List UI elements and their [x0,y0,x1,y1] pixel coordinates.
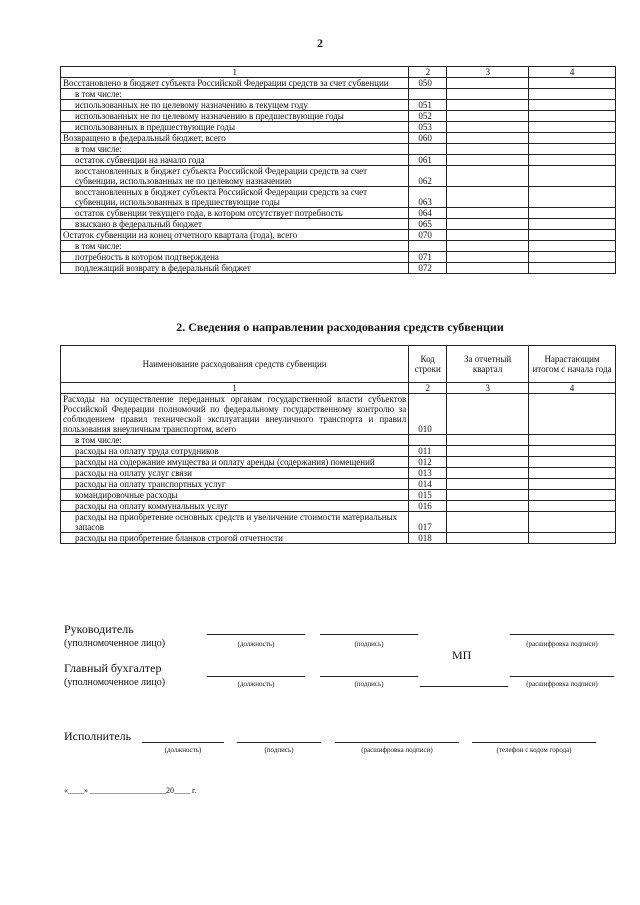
value-cell[interactable] [529,241,616,252]
table-row [61,78,616,89]
head-decoding-line[interactable] [510,634,614,635]
value-cell[interactable] [447,241,529,252]
row-name: расходы на приобретение основных средств и увеличение стоимости материальных запасов [61,512,409,533]
value-cell[interactable] [529,446,616,457]
value-cell[interactable] [447,230,529,241]
row-code [409,435,447,446]
value-cell[interactable] [529,144,616,155]
row-name: в том числе: [61,89,409,100]
value-cell[interactable] [529,512,616,533]
executor-phone-caption: (телефон с кодом города) [496,746,572,754]
accountant-decoding-caption: (расшифровка подписи) [526,680,598,688]
row-code: 065 [409,219,447,230]
value-cell[interactable] [529,501,616,512]
row-name: Возвращено в федеральный бюджет, всего [61,133,409,144]
table-row [61,187,616,208]
value-cell[interactable] [529,166,616,187]
executor-position-line[interactable] [142,742,224,743]
value-cell[interactable] [529,394,616,435]
table-row [61,241,616,252]
head-position-caption: (должность) [237,640,275,648]
row-code [409,89,447,100]
table-row [61,446,616,457]
value-cell[interactable] [447,501,529,512]
value-cell[interactable] [529,468,616,479]
head-signature-line[interactable] [320,634,418,635]
row-name: использованных не по целевому назначению в текущем году [61,100,409,111]
table-row [61,144,616,155]
row-code: 052 [409,111,447,122]
executor-signature-caption: (подпись) [264,746,294,754]
value-cell[interactable] [447,446,529,457]
row-code: 014 [409,479,447,490]
accountant-extra-line[interactable] [420,686,508,687]
value-cell[interactable] [447,468,529,479]
executor-decoding-caption: (расшифровка подписи) [361,746,433,754]
value-cell[interactable] [529,219,616,230]
row-code: 064 [409,208,447,219]
row-name: взыскано в федеральный бюджет [61,219,409,230]
row-name: использованных в предшествующие годы [61,122,409,133]
value-cell[interactable] [529,252,616,263]
row-code: 061 [409,155,447,166]
row-code: 015 [409,490,447,501]
table-row [61,230,616,241]
value-cell[interactable] [529,490,616,501]
value-cell[interactable] [447,208,529,219]
executor-title: Исполнитель [64,729,132,743]
table-row [61,512,616,533]
row-code: 016 [409,501,447,512]
row-name: в том числе: [61,435,409,446]
value-cell[interactable] [447,263,529,274]
section-2-title: 2. Сведения о направлении расходования средств субвенции [176,320,504,334]
row-code: 012 [409,457,447,468]
row-name: Остаток субвенции на конец отчетного квартала (года), всего [61,230,409,241]
row-name: использованных не по целевому назначению в предшествующие годы [61,111,409,122]
value-cell[interactable] [447,512,529,533]
row-code: 010 [409,394,447,435]
row-code: 063 [409,187,447,208]
accountant-signature-line[interactable] [320,676,418,677]
stamp-label: МП [452,648,472,662]
value-cell[interactable] [529,155,616,166]
head-position-line[interactable] [207,634,305,635]
row-name: остаток субвенции на начало года [61,155,409,166]
value-cell[interactable] [447,122,529,133]
table-row [61,111,616,122]
page-number: 2 [317,36,323,50]
accountant-decoding-line[interactable] [510,676,614,677]
row-name: расходы на содержание имущества и оплату аренды (содержания) помещений [61,457,409,468]
executor-phone-line[interactable] [472,742,596,743]
table-row [61,468,616,479]
table-row [61,208,616,219]
row-code [409,144,447,155]
table-row [61,155,616,166]
value-cell[interactable] [529,122,616,133]
value-cell[interactable] [529,479,616,490]
column-number: 3 [447,67,529,78]
row-name: восстановленных в бюджет субъекта Российской Федерации средств за счет субвенции, использованных не по целевому назначению [61,166,409,187]
table-row [61,133,616,144]
value-cell[interactable] [447,533,529,544]
row-name: расходы на оплату труда сотрудников [61,446,409,457]
row-name: расходы на оплату услуг связи [61,468,409,479]
value-cell[interactable] [447,78,529,89]
row-name: расходы на оплату коммунальных услуг [61,501,409,512]
row-code: 050 [409,78,447,89]
table-row [61,219,616,230]
table-row [61,252,616,263]
value-cell[interactable] [447,435,529,446]
value-cell[interactable] [529,111,616,122]
value-cell[interactable] [529,457,616,468]
value-cell[interactable] [529,435,616,446]
column-number: 2 [409,383,447,394]
row-code: 013 [409,468,447,479]
value-cell[interactable] [529,89,616,100]
executor-signature-line[interactable] [237,742,321,743]
row-code: 053 [409,122,447,133]
row-name: восстановленных в бюджет субъекта Российской Федерации средств за счет субвенции, использованных в предшествующие годы [61,187,409,208]
row-name: Расходы на осуществление переданных органам государственной власти субъектов Российской Федерации полномочий по федеральному государственному контролю за соблюдением правил технической эксплуатации внеуличного транспорта и правил пользования внеуличным транспортом, всего [61,394,409,435]
row-code: 051 [409,100,447,111]
value-cell[interactable] [447,479,529,490]
table-row [61,479,616,490]
head-subtitle: (уполномоченное лицо) [64,638,166,649]
column-number: 4 [529,383,616,394]
column-number: 3 [447,383,529,394]
date-line[interactable]: «____» ___________________20____ г. [64,786,197,795]
value-cell[interactable] [447,252,529,263]
row-name: командировочные расходы [61,490,409,501]
accountant-title: Главный бухгалтер [64,661,162,675]
row-name: потребность в котором подтверждена [61,252,409,263]
head-decoding-caption: (расшифровка подписи) [526,640,598,648]
row-code: 011 [409,446,447,457]
row-code: 018 [409,533,447,544]
table-row [61,457,616,468]
head-signature-caption: (подпись) [354,640,384,648]
table-row [61,533,616,544]
value-cell[interactable] [529,187,616,208]
row-code: 060 [409,133,447,144]
value-cell[interactable] [529,208,616,219]
accountant-signature-caption: (подпись) [354,680,384,688]
executor-position-caption: (должность) [164,746,202,754]
table-row [61,263,616,274]
column-number: 2 [409,67,447,78]
value-cell[interactable] [529,78,616,89]
row-code [409,241,447,252]
table-row [61,394,616,435]
table-row [61,122,616,133]
row-name: подлежащий возврату в федеральный бюджет [61,263,409,274]
table-row [61,166,616,187]
column-number: 1 [61,67,409,78]
table-row [61,89,616,100]
value-cell[interactable] [447,457,529,468]
row-name: Восстановлено в бюджет субъекта Российской Федерации средств за счет субвенции [61,78,409,89]
head-title: Руководитель [64,622,134,636]
row-name: в том числе: [61,241,409,252]
row-code: 071 [409,252,447,263]
row-code: 072 [409,263,447,274]
value-cell[interactable] [447,187,529,208]
value-cell[interactable] [529,133,616,144]
row-name: в том числе: [61,144,409,155]
table-row [61,490,616,501]
column-numbers-row [61,383,616,394]
row-name: расходы на оплату транспортных услуг [61,479,409,490]
accountant-subtitle: (уполномоченное лицо) [64,677,166,688]
column-number: 1 [61,383,409,394]
subvention-balance-table [60,66,616,274]
value-cell[interactable] [447,166,529,187]
value-cell[interactable] [529,230,616,241]
accountant-position-caption: (должность) [237,680,275,688]
row-code: 070 [409,230,447,241]
table-row [61,100,616,111]
column-number: 4 [529,67,616,78]
row-code: 062 [409,166,447,187]
value-cell[interactable] [447,490,529,501]
value-cell[interactable] [529,100,616,111]
value-cell[interactable] [529,263,616,274]
header-cumulative: Нарастающим итогом с начала года [529,346,616,383]
value-cell[interactable] [447,219,529,230]
table-row [61,501,616,512]
value-cell[interactable] [447,144,529,155]
executor-decoding-line[interactable] [335,742,459,743]
table-row [61,435,616,446]
expenditure-table [60,345,616,544]
column-numbers-row [61,67,616,78]
row-name: остаток субвенции текущего года, в котором отсутствует потребность [61,208,409,219]
value-cell[interactable] [447,100,529,111]
header-code: Код строки [409,346,447,383]
value-cell[interactable] [447,394,529,435]
value-cell[interactable] [447,89,529,100]
value-cell[interactable] [529,533,616,544]
accountant-position-line[interactable] [207,676,305,677]
value-cell[interactable] [447,111,529,122]
value-cell[interactable] [447,133,529,144]
header-name: Наименование расходования средств субвенции [61,346,409,383]
value-cell[interactable] [447,155,529,166]
header-period: За отчетный квартал [447,346,529,383]
row-code: 017 [409,512,447,533]
row-name: расходы на приобретение бланков строгой отчетности [61,533,409,544]
